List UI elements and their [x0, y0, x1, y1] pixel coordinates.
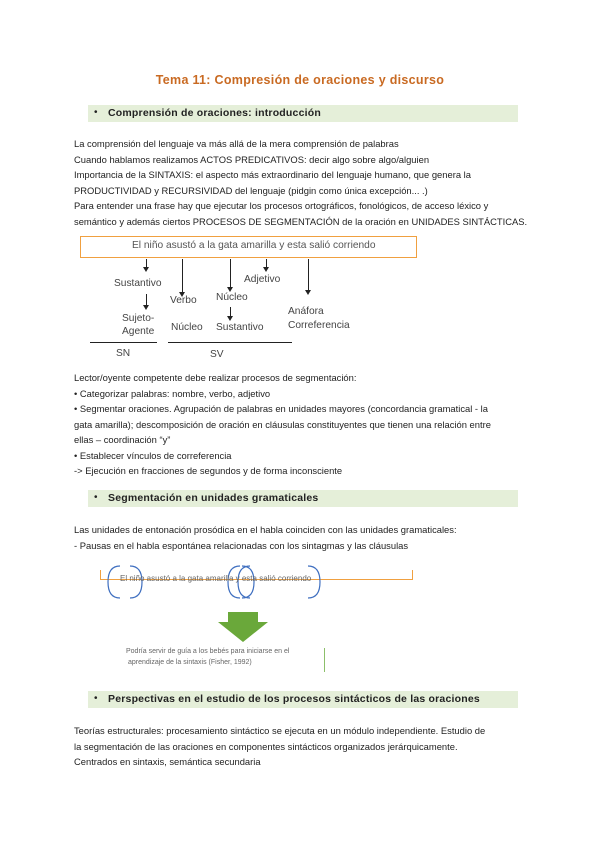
section-label: Segmentación en unidades gramaticales — [108, 492, 319, 504]
prosody-diagram — [100, 562, 440, 674]
text-line: ellas – coordinación “y” — [74, 434, 171, 445]
text-line: - Pausas en el habla espontánea relacionadas con los sintagmas y las cláusulas — [74, 539, 409, 551]
label-sustantivo-2: Sustantivo — [216, 322, 264, 333]
down-arrow-icon — [218, 612, 268, 642]
section-header-segmentation — [88, 490, 518, 507]
section-header-perspectives — [88, 691, 518, 708]
arrow-icon — [230, 307, 231, 317]
text-line: semántico y además ciertos PROCESOS DE SEGMENTACIÓN de la oración en UNIDADES SINTÁCTICAS. — [74, 215, 528, 227]
section-header-intro — [88, 105, 518, 122]
perspectives-paragraph — [74, 723, 485, 770]
text-line: • Segmentar oraciones. Agrupación de palabras en unidades mayores (concordancia gramatical - la — [74, 403, 488, 414]
segmentation-paragraph — [74, 370, 491, 479]
text-line: • Categorizar palabras: nombre, verbo, adjetivo — [74, 387, 271, 399]
intro-paragraph — [74, 136, 527, 229]
text-line: Las unidades de entonación prosódica en el habla coinciden con las unidades gramaticales: — [74, 524, 457, 535]
label-nucleo-verbo: Núcleo — [171, 322, 203, 333]
sn-line — [90, 342, 157, 343]
text-line: Centrados en sintaxis, semántica secundaria — [74, 756, 261, 767]
text-line: • Establecer vínculos de correferencia — [74, 449, 232, 461]
syntax-tree-diagram — [80, 236, 420, 366]
diagram-sentence: El niño asustó a la gata amarilla y esta salió corriendo — [132, 240, 376, 251]
section-label: Perspectivas en el estudio de los procesos sintácticos de las oraciones — [108, 693, 480, 705]
bullet: • — [94, 107, 98, 118]
text-line: la segmentación de las oraciones en componentes sintácticos organizados jerárquicamente. — [74, 740, 458, 752]
text-line: PRODUCTIVIDAD y RECURSIVIDAD del lenguaje (pidgin como única excepción... .) — [74, 184, 428, 196]
label-nucleo-sustantivo: Núcleo — [216, 292, 248, 303]
arrow-icon — [266, 259, 267, 268]
arrow-icon — [146, 294, 147, 306]
text-line: Cuando hablamos realizamos ACTOS PREDICATIVOS: decir algo sobre algo/alguien — [74, 153, 430, 165]
text-line: gata amarilla); descomposición de oración en cláusulas constituyentes que tienen una relación entre — [74, 418, 491, 430]
section-label: Comprensión de oraciones: introducción — [108, 107, 321, 119]
sv-line — [168, 342, 292, 343]
label-verbo: Verbo — [170, 295, 197, 306]
label-sn: SN — [116, 348, 131, 359]
label-agente: Agente — [122, 326, 155, 337]
label-sv: SV — [210, 349, 224, 360]
text-line: Teorías estructurales: procesamiento sintáctico se ejecuta en un módulo independiente. Estudio de — [74, 725, 486, 736]
text-line: Lector/oyente competente debe realizar procesos de segmentación: — [74, 372, 357, 383]
diagram2-sentence: El niño asustó a la gata amarilla y esta salió corriendo — [120, 574, 312, 583]
label-sustantivo: Sustantivo — [114, 278, 162, 289]
arrow-icon — [146, 259, 147, 268]
text-line: Importancia de la SINTAXIS: el aspecto más extraordinario del lenguaje humano, que genera la — [74, 169, 471, 180]
text-line: La comprensión del lenguaje va más allá de la mera comprensión de palabras — [74, 138, 399, 149]
arrow-icon — [308, 259, 309, 291]
text-line: -> Ejecución en fracciones de segundos y de forma inconsciente — [74, 465, 343, 476]
note-box — [124, 648, 325, 672]
page-title: Tema 11: Compresión de oraciones y discurso — [155, 73, 445, 87]
bullet: • — [94, 492, 98, 503]
label-adjetivo: Adjetivo — [244, 274, 281, 285]
label-sujeto: Sujeto- — [122, 313, 155, 324]
prosody-paragraph — [74, 522, 457, 553]
label-anafora: Anáfora — [288, 306, 324, 317]
note-line: Podría servir de guía a los bebés para iniciarse en el — [126, 648, 290, 655]
arrow-icon — [182, 259, 183, 293]
note-line: aprendizaje de la sintaxis (Fisher, 1992) — [128, 659, 252, 666]
bullet: • — [94, 693, 98, 704]
arrow-icon — [230, 259, 231, 288]
label-correferencia: Correferencia — [288, 320, 350, 331]
prosody-brackets — [100, 562, 430, 604]
text-line: Para entender una frase hay que ejecutar los procesos ortográficos, fonológicos, de acceso léxico y — [74, 200, 489, 211]
